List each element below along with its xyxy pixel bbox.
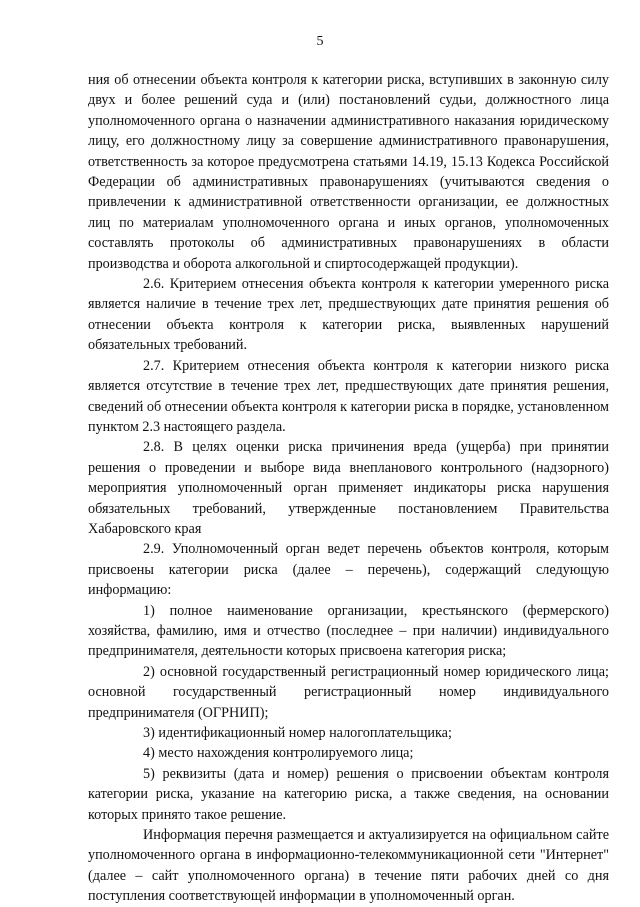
paragraph-2-9: 2.9. Уполномоченный орган ведет перечень объектов контроля, которым присвоены категории риска (далее – перечень), содержащий следующую информацию:: [88, 541, 609, 599]
paragraph-2-6: 2.6. Критерием отнесения объекта контроля к категории умеренного риска является наличие в течение трех лет, предшествующих дате принятия решения об отнесении объекта контроля к категории риска, выявленных нарушений обязательных требований.: [88, 276, 609, 354]
list-item-5: 5) реквизиты (дата и номер) решения о присвоении объектам контроля категории риска, указание на категорию риска, а также сведения, на основании которых принято такое решение.: [88, 765, 609, 823]
paragraph-2-8: 2.8. В целях оценки риска причинения вреда (ущерба) при принятии решения о проведении и выборе вида внепланового контрольного (надзорного) мероприятия уполномоченный орган применяет индикаторы риска нарушения обязательных требований, утвержденные постановлением Правительства Хабаровского края: [88, 439, 609, 537]
list-item-2: 2) основной государственный регистрационный номер юридического лица; основной государственный регистрационный номер индивидуального предпринимателя (ОГРНИП);: [88, 663, 609, 721]
list-item-4: 4) место нахождения контролируемого лица;: [143, 745, 414, 762]
paragraph-continuation: ния об отнесении объекта контроля к категории риска, вступивших в законную силу двух и более решений суда и (или) постановлений судьи, должностного лица уполномоченного органа о назначении административного наказания юридическому лицу, его должностному лицу за совершение административного правонарушения, ответственность за которое предусмотрена статьями 14.19, 15.13 Кодекса Российской Федерации об административных правонарушениях (учитываются сведения о привлечении к административной ответственности организации, ее должностных лиц по материалам уполномоченного органа и иных органов, уполномоченных составлять протоколы об административных правонарушениях в области производства и оборота алкогольной и спиртосодержащей продукции).: [88, 72, 609, 272]
page-number: 5: [316, 34, 324, 49]
paragraph-publication: Информация перечня размещается и актуализируется на официальном сайте уполномоченного органа в информационно-телекоммуникационной сети "Интернет" (далее – сайт уполномоченного органа) в течение пяти рабочих дней со дня поступления соответствующей информации в уполномоченный орган.: [88, 827, 609, 905]
paragraph-2-7: 2.7. Критерием отнесения объекта контроля к категории низкого риска является отсутствие в течение трех лет, предшествующих дате принятия решения, сведений об отнесении объекта контроля к категории риска в порядке, установленном пунктом 2.3 настоящего раздела.: [88, 357, 609, 435]
list-item-1: 1) полное наименование организации, крестьянского (фермерского) хозяйства, фамилию, имя и отчество (последнее – при наличии) индивидуального предпринимателя, деятельности которых присвоена категория риска;: [88, 602, 609, 660]
document-body: [88, 70, 609, 907]
list-item-3: 3) идентификационный номер налогоплательщика;: [143, 725, 452, 741]
